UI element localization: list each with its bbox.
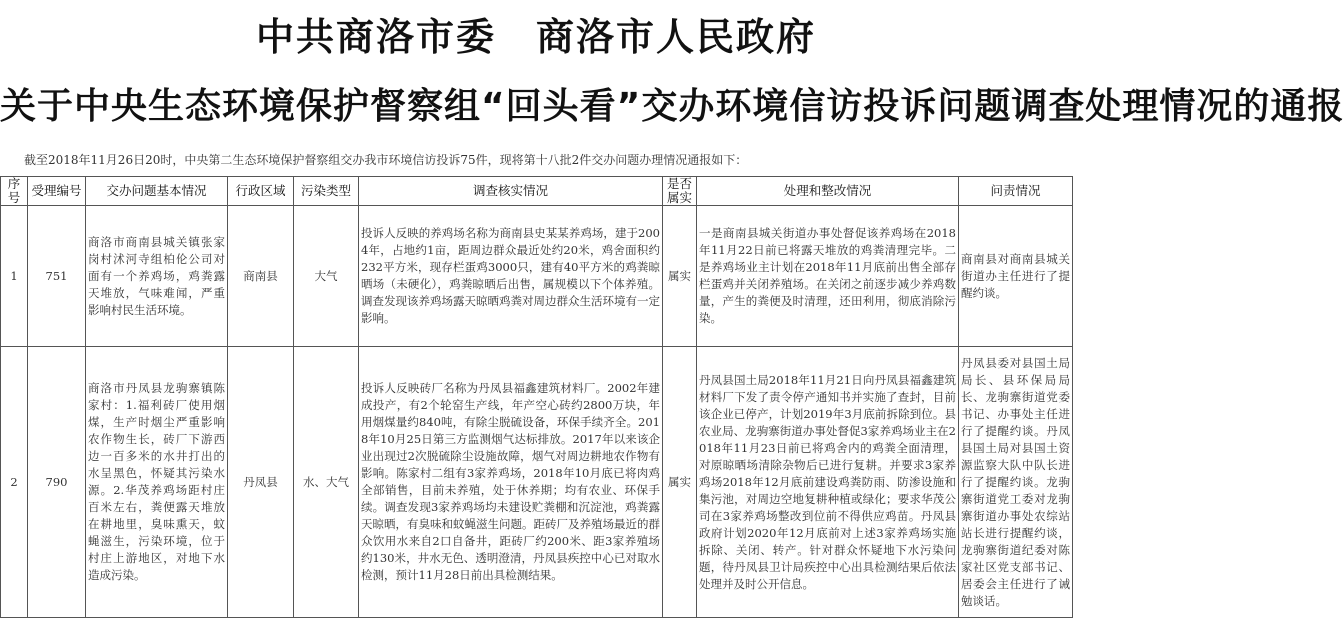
cell-verified: 属实 <box>663 206 697 347</box>
column-header-verified: 是否属实 <box>663 177 697 206</box>
column-header-accountability: 问责情况 <box>959 177 1073 206</box>
column-header-investigation: 调查核实情况 <box>359 177 663 206</box>
column-header-region: 行政区域 <box>228 177 294 206</box>
cell-accountability: 丹凤县委对县国土局局长、县环保局局长、龙驹寨街道党委书记、办事处主任进行了提醒约谈。丹凤县国土局对县国土资源监察大队中队长进行了提醒约谈。龙驹寨街道党工委对龙驹寨街道办事处农综站站长进行提醒约谈，龙驹寨街道纪委对陈家社区党支部书记、居委会主任进行了诫勉谈话。 <box>959 347 1073 618</box>
title-line-2: 关于中央生态环境保护督察组“回头看”交办环境信访投诉问题调查处理情况的通报 <box>0 86 1344 127</box>
cell-region: 丹凤县 <box>228 347 294 618</box>
column-header-pollution: 污染类型 <box>294 177 359 206</box>
cell-id: 790 <box>28 347 86 618</box>
cell-issue: 商洛市商南县城关镇张家岗村沭河寺组柏伦公司对面有一个养鸡场，鸡粪露天堆放，气味难闻，严重影响村民生活环境。 <box>86 206 228 347</box>
report-table <box>0 176 1073 618</box>
column-header-id: 受理编号 <box>28 177 86 206</box>
cell-id: 751 <box>28 206 86 347</box>
table-row <box>1 206 1073 347</box>
intro-text: 截至2018年11月26日20时，中央第二生态环境保护督察组交办我市环境信访投诉75件，现将第十八批2件交办问题办理情况通报如下： <box>24 153 748 167</box>
cell-handling: 丹凤县国土局2018年11月21日向丹凤县福鑫建筑材料厂下发了责令停产通知书并实施了查封，目前该企业已停产，计划2019年3月底前拆除到位。县农业局、龙驹寨街道办事处督促3家养鸡场业主在2018年11月23日前已将鸡舍内的鸡粪全面清理，对原晾晒场清除杂物后已进行复耕。并要求3家养鸡场2018年12月底前建设鸡粪防雨、防渗设施和集污池，对周边空地复耕种植或绿化；要求华茂公司在3家养鸡场整改到位前不得供应鸡苗。丹凤县政府计划2020年12月底前对上述3家养鸡场实施拆除、关闭、转产。针对群众怀疑地下水污染问题，待丹凤县卫计局疾控中心出具检测结果后依法处理并及时公开信息。 <box>697 347 959 618</box>
cell-seq: 1 <box>1 206 28 347</box>
cell-handling: 一是商南县城关街道办事处督促该养鸡场在2018年11月22日前已将露天堆放的鸡粪清理完毕。二是养鸡场业主计划在2018年11月底前出售全部存栏蛋鸡并关闭养殖场。在关闭之前逐步减少养鸡数量，产生的粪便及时清理，还田利用，彻底消除污染。 <box>697 206 959 347</box>
cell-pollution: 大气 <box>294 206 359 347</box>
cell-accountability: 商南县对商南县城关街道办主任进行了提醒约谈。 <box>959 206 1073 347</box>
cell-investigation: 投诉人反映的养鸡场名称为商南县史某某养鸡场，建于2004年，占地约1亩，距周边群众最近处约20米，鸡舍面积约232平方米，现存栏蛋鸡3000只，建有40平方米的鸡粪晾晒场（未硬化），鸡粪晾晒后出售，属规模以下个体养殖。调查发现该养鸡场露天晾晒鸡粪对周边群众生活环境有一定影响。 <box>359 206 663 347</box>
cell-region: 商南县 <box>228 206 294 347</box>
column-header-issue: 交办问题基本情况 <box>86 177 228 206</box>
cell-pollution: 水、大气 <box>294 347 359 618</box>
cell-seq: 2 <box>1 347 28 618</box>
table-header-row <box>1 177 1073 206</box>
cell-verified: 属实 <box>663 347 697 618</box>
column-header-handling: 处理和整改情况 <box>697 177 959 206</box>
cell-issue: 商洛市丹凤县龙驹寨镇陈家村：1.福利砖厂使用烟煤，生产时烟尘严重影响农作物生长，砖厂下游西边一百多米的水井打出的水呈黑色，怀疑其污染水源。2.华茂养鸡场距村庄百米左右，粪便露天堆放在耕地里，臭味熏天，蚊蝇滋生，污染环境，位于村庄上游地区，对地下水造成污染。 <box>86 347 228 618</box>
column-header-seq: 序号 <box>1 177 28 206</box>
table-row <box>1 347 1073 618</box>
title-line-1: 中共商洛市委 商洛市人民政府 <box>255 15 816 59</box>
cell-investigation: 投诉人反映砖厂名称为丹凤县福鑫建筑材料厂。2002年建成投产，有2个轮窑生产线，年产空心砖约2800万块，年用烟煤量约840吨，有除尘脱硫设备，环保手续齐全。2018年10月25日第三方监测烟气达标排放。2017年以来该企业出现过2次脱硫除尘设施故障，烟气对周边耕地农作物有影响。陈家村二组有3家养鸡场，2018年10月底已将肉鸡全部销售，目前未养殖，处于休养期；均有农业、环保手续。调查发现3家养鸡场均未建设贮粪棚和沉淀池，鸡粪露天晾晒，有臭味和蚊蝇滋生问题。距砖厂及养殖场最近的群众饮用水来自2口自备井，距砖厂约200米、距3家养殖场约130米，井水无色、透明澄清，丹凤县疾控中心已对取水检测，预计11月28日前出具检测结果。 <box>359 347 663 618</box>
